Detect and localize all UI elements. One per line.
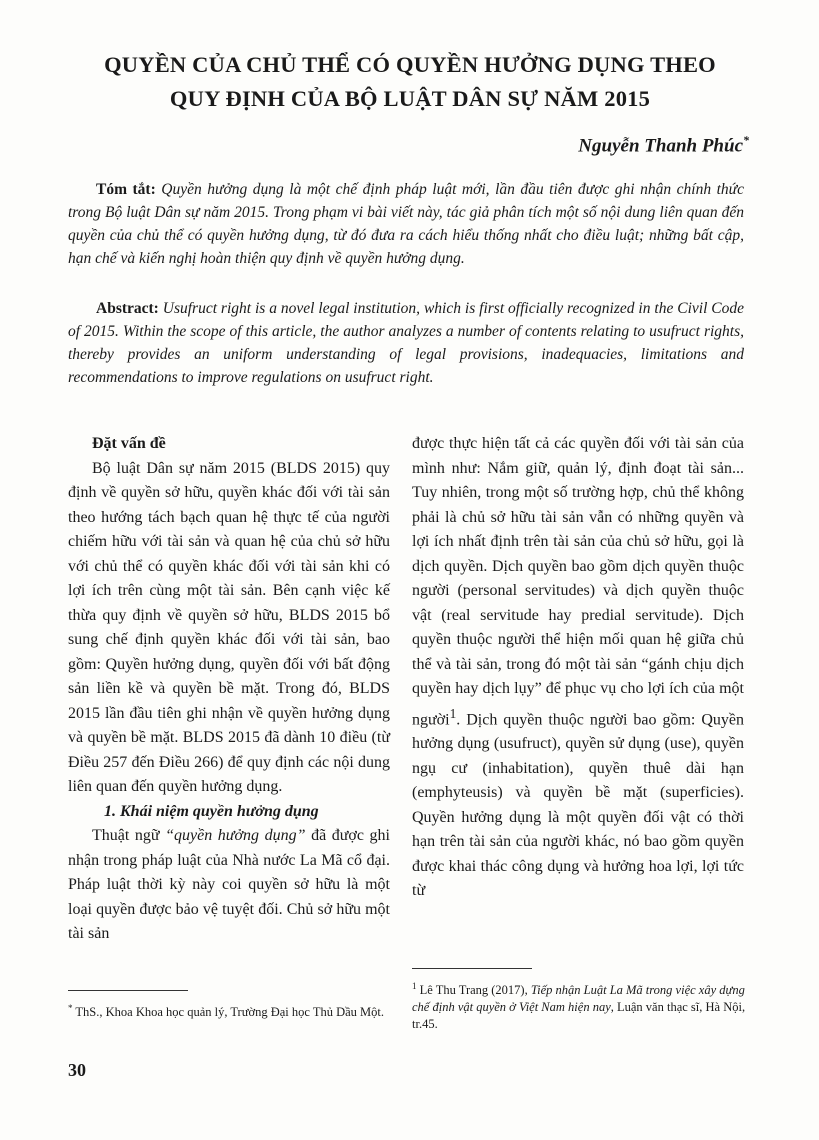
footnote-divider-left xyxy=(68,990,188,991)
section-1-heading-text: 1. Khái niệm quyền hưởng dụng xyxy=(104,802,319,820)
continued-paragraph xyxy=(412,432,744,904)
abstract-english xyxy=(68,297,744,389)
footnote-right-title: Tiếp nhận Luật La Mã trong việc xây dựng chế định vật quyền ở Việt Nam hiện nay xyxy=(412,983,745,1015)
section-1-heading xyxy=(68,800,390,825)
article-title xyxy=(30,48,790,116)
right-column xyxy=(412,432,744,904)
author-byline xyxy=(578,133,749,157)
abstract-vi-text: Quyền hưởng dụng là một chế định pháp luật mới, lần đầu tiên được ghi nhận chính thức trong Bộ luật Dân sự năm 2015. Trong phạm vi bài viết này, tác giả phân tích một số nội dung liên quan đến quyền của chủ thể có quyền hưởng dụng, từ đó đưa ra cách hiểu thống nhất cho điều luật; những bất cập, hạn chế và kiến nghị hoàn thiện quy định về quyền hưởng dụng. xyxy=(68,181,744,267)
author-name: Nguyễn Thanh Phúc xyxy=(578,135,743,157)
footnote-reference-1 xyxy=(412,978,752,1033)
section-1-paragraph xyxy=(68,824,390,947)
para2-term: “quyền hưởng dụng” xyxy=(165,827,306,844)
footnote-ref-1: 1 xyxy=(449,705,457,721)
right-para-rest: . Dịch quyền thuộc người bao gồm: Quyền hưởng dụng (usufruct), quyền sử dụng (use), quyền ngụ cư (inhabitation), quyền thuê dài hạn (emphyteusis) và quyền bề mặt (superficies). Quyền hưởng dụng là một quyền đối vật có thời hạn trên tài sản của người khác, nó bao gồm quyền được khai thác công dụng và hưởng hoa lợi, lợi tức từ xyxy=(412,710,744,900)
footnote-left-text: ThS., Khoa Khoa học quản lý, Trường Đại học Thủ Dầu Một. xyxy=(75,1005,385,1020)
abstract-en-text: Usufruct right is a novel legal institution, which is first officially recognized in the Civil Code of 2015. Within the scope of this article, the author analyzes a number of contents relating to usufruct rights, thereby provides an uniform understanding of legal provisions, inadequacies, limitations and recommendations to improve regulations on usufruct right. xyxy=(68,300,745,386)
footnote-right-author: Lê Thu Trang (2017), xyxy=(419,983,531,998)
left-column xyxy=(68,432,390,947)
title-line-1: QUYỀN CỦA CHỦ THỂ CÓ QUYỀN HƯỞNG DỤNG THEO xyxy=(104,52,716,77)
abstract-en-label: Abstract: xyxy=(96,300,159,317)
footnote-divider-right xyxy=(412,968,532,969)
title-line-2: QUY ĐỊNH CỦA BỘ LUẬT DÂN SỰ NĂM 2015 xyxy=(169,86,651,111)
intro-paragraph: Bộ luật Dân sự năm 2015 (BLDS 2015) quy định về quyền sở hữu, quyền khác đối với tài sản theo hướng tách bạch quan hệ thực tế của người chiếm hữu với tài sản và quan hệ của chủ sở hữu với chủ thể có quyền khác đối với tài sản khi có lợi ích trên cùng một tài sản. Bên cạnh việc kế thừa quy định về quyền sở hữu, BLDS 2015 bổ sung chế định quyền khác đối với tài sản, bao gồm: Quyền hưởng dụng, quyền đối với bất động sản liền kề và quyền bề mặt. Trong đó, BLDS 2015 lần đầu tiên ghi nhận về quyền hưởng dụng và quyền bề mặt. BLDS 2015 đã dành 10 điều (từ Điều 257 đến Điều 266) để quy định các nội dung liên quan đến quyền hưởng dụng. xyxy=(68,459,390,795)
abstract-vi-label: Tóm tắt: xyxy=(96,181,156,198)
page-number: 30 xyxy=(68,1060,86,1080)
author-footnote-mark: * xyxy=(743,133,749,147)
footnote-right-mark: 1 xyxy=(412,981,417,991)
right-para-start: được thực hiện tất cả các quyền đối với tài sản của mình như: Nắm giữ, quản lý, định đoạt tài sản... Tuy nhiên, trong một số trường hợp, chủ thể không phải là chủ sở hữu tài sản vẫn có những quyền và lợi ích nhất định trên tài sản của chủ sở hữu, gọi là dịch quyền. Dịch quyền bao gồm dịch quyền thuộc người (personal servitudes) và dịch quyền thuộc vật (real servitude hay predial servitude). Dịch quyền thuộc người thể hiện mối quan hệ giữa chủ thể và tài sản, trong đó một tài sản “gánh chịu dịch quyền hay dịch lụy” để phục vụ cho lợi ích của một người xyxy=(412,435,744,728)
para2-rest: đã được ghi nhận trong pháp luật của Nhà nước La Mã cổ đại. Pháp luật thời kỳ này coi quyền sở hữu là một loại quyền được bảo vệ tuyệt đối. Chủ sở hữu một tài sản xyxy=(68,827,391,942)
intro-heading: Đặt vấn đề xyxy=(92,435,166,452)
footnote-author-affiliation xyxy=(68,1000,388,1021)
footnote-left-mark: * xyxy=(68,1003,73,1013)
footnote-right-tail: , Luận văn thạc sĩ, Hà Nội, tr.45. xyxy=(412,1000,746,1032)
para2-start: Thuật ngữ xyxy=(92,827,166,844)
abstract-vietnamese xyxy=(68,178,744,270)
